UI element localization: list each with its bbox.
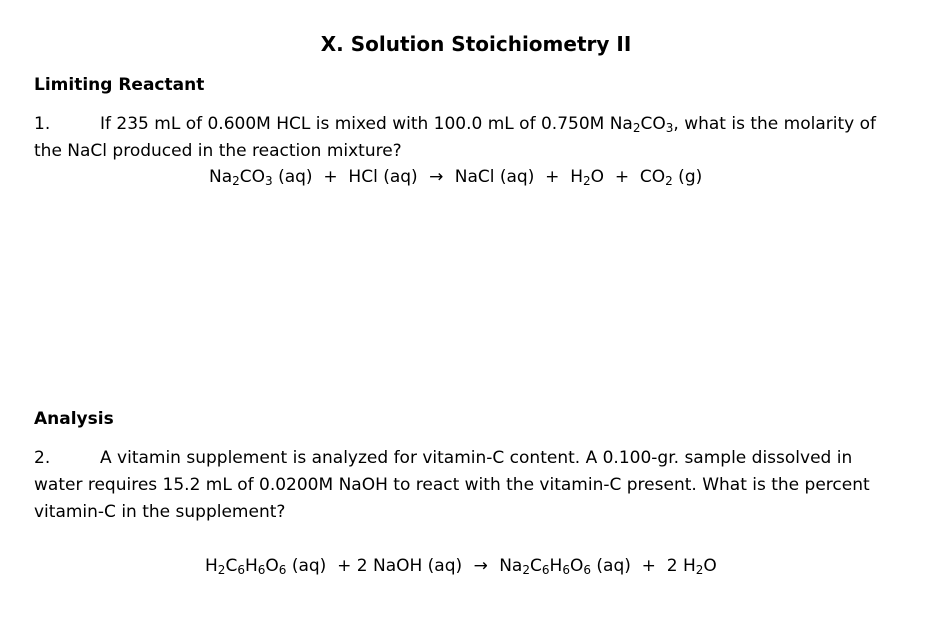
section-heading-limiting-reactant: Limiting Reactant	[34, 75, 205, 95]
problem-1-text: 1. If 235 mL of 0.600M HCL is mixed with 100.0 mL of 0.750M $Na_2CO_3$, what is the molarity of the NaCl produced in the reaction mixture?	[34, 111, 904, 165]
section-heading-analysis: Analysis	[34, 409, 114, 429]
equation-2: $H_2C_6H_6O_6$ (aq) + 2 NaOH $(aq) \to Na_2C_6H_6O_6$ (aq) + 2 $H_2O$	[205, 556, 717, 577]
problem-1-number: 1.	[34, 114, 51, 134]
problem-2-number: 2.	[34, 448, 51, 468]
equation-1: $Na_2CO_3$ (aq) + HCl (aq) → NaCl $(aq) + H_2O + CO_2$ (g)	[209, 167, 703, 188]
problem-2-text: 2. A vitamin supplement is analyzed for vitamin-C content. A 0.100-gr. sample dissolved in water requires 15.2 mL of 0.0200M NaOH to react with the vitamin-C present. What is the percent vitamin-C in the supplement?	[34, 445, 904, 526]
reaction-arrow-icon: →	[429, 167, 444, 187]
reaction-arrow-icon: →	[473, 556, 488, 576]
page-title: X. Solution Stoichiometry II	[320, 32, 632, 56]
